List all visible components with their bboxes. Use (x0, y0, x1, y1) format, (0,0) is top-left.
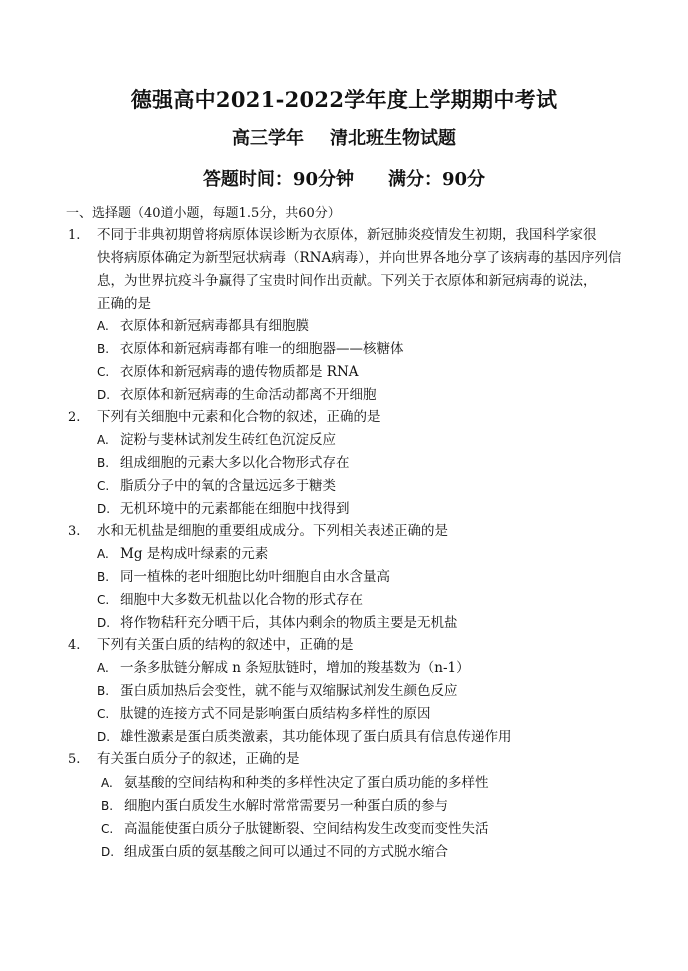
question-stem-line: 下列有关细胞中元素和化合物的叙述，正确的是 (97, 409, 381, 425)
answer-option (97, 474, 336, 494)
question-number: 3. (68, 524, 81, 539)
question-stem-line: 正确的是 (97, 296, 151, 312)
answer-option (97, 542, 268, 562)
option-letter: D. (97, 502, 111, 516)
option-letter: A. (97, 433, 109, 447)
option-letter: A. (97, 661, 109, 675)
option-letter: C. (97, 365, 110, 379)
question-number: 2. (68, 410, 81, 425)
option-letter: D. (97, 616, 111, 630)
question-stem-line: 有关蛋白质分子的叙述，正确的是 (97, 751, 300, 767)
option-text: 衣原体和新冠病毒都具有细胞膜 (120, 318, 309, 334)
answer-option (97, 611, 458, 631)
option-letter: B. (97, 570, 110, 584)
score-label: 满分：90分 (388, 169, 486, 190)
answer-option (101, 817, 489, 837)
answer-option (97, 451, 350, 471)
answer-option (97, 725, 512, 745)
option-letter: B. (97, 684, 110, 698)
answer-option (101, 771, 489, 791)
answer-option (97, 337, 404, 357)
answer-option (97, 565, 390, 585)
exam-subtitle (0, 124, 688, 150)
option-text: 雄性激素是蛋白质类激素，其功能体现了蛋白质具有信息传递作用 (120, 729, 512, 745)
option-text: 同一植株的老叶细胞比幼叶细胞自由水含量高 (120, 569, 390, 585)
question-stem-line: 不同于非典初期曾将病原体误诊断为衣原体，新冠肺炎疫情发生初期，我国科学家很 (97, 227, 597, 243)
question-stem-line: 息，为世界抗疫斗争赢得了宝贵时间作出贡献。下列关于衣原体和新冠病毒的说法， (97, 273, 597, 289)
answer-option (97, 428, 336, 448)
option-text: 高温能使蛋白质分子肽键断裂、空间结构发生改变而变性失活 (124, 821, 489, 837)
option-letter: A. (97, 547, 109, 561)
answer-option (97, 314, 309, 334)
answer-option (97, 360, 359, 380)
question-stem (97, 224, 637, 316)
option-letter: B. (101, 799, 114, 813)
option-letter: D. (97, 388, 111, 402)
question-stem (97, 520, 637, 543)
option-letter: D. (97, 730, 111, 744)
exam-title: 德强高中2021-2022学年度上学期期中考试 (130, 87, 558, 112)
option-text: 一条多肽链分解成 n 条短肽链时，增加的羧基数为（n-1） (120, 660, 470, 676)
answer-option (97, 383, 377, 403)
option-letter: B. (97, 456, 110, 470)
time-label: 答题时间：90分钟 (202, 169, 354, 190)
question-stem-line: 快将病原体确定为新型冠状病毒（RNA病毒），并向世界各地分享了该病毒的基因序列信 (97, 250, 622, 266)
answer-option (97, 497, 350, 517)
option-text: 脂质分子中的氧的含量远远多于糖类 (120, 478, 336, 494)
option-letter: B. (97, 342, 110, 356)
exam-info-line (0, 165, 688, 191)
question-stem (97, 634, 637, 657)
option-text: 细胞内蛋白质发生水解时常常需要另一种蛋白质的参与 (124, 798, 448, 814)
option-letter: C. (101, 822, 114, 836)
question-stem-line: 水和无机盐是细胞的重要组成成分。下列相关表述正确的是 (97, 523, 448, 539)
section-heading: 一、选择题（40道小题，每题1.5分，共60分） (66, 206, 341, 221)
answer-option (101, 840, 448, 860)
option-letter: A. (97, 319, 109, 333)
answer-option (97, 656, 470, 676)
option-text: 衣原体和新冠病毒的遗传物质都是 RNA (120, 364, 359, 380)
option-letter: D. (101, 845, 115, 859)
option-letter: C. (97, 593, 110, 607)
answer-option (101, 794, 448, 814)
question-stem (97, 406, 637, 429)
option-text: Mg 是构成叶绿素的元素 (120, 546, 269, 562)
question-number: 4. (68, 638, 81, 653)
grade-label: 高三学年 (232, 128, 304, 149)
option-letter: A. (101, 776, 113, 790)
option-text: 肽键的连接方式不同是影响蛋白质结构多样性的原因 (120, 706, 431, 722)
option-text: 组成细胞的元素大多以化合物形式存在 (120, 455, 350, 471)
option-text: 蛋白质加热后会变性，就不能与双缩脲试剂发生颜色反应 (120, 683, 458, 699)
question-stem-line: 下列有关蛋白质的结构的叙述中，正确的是 (97, 637, 354, 653)
option-letter: C. (97, 479, 110, 493)
option-text: 衣原体和新冠病毒都有唯一的细胞器——核糖体 (120, 341, 404, 357)
option-text: 淀粉与斐林试剂发生砖红色沉淀反应 (120, 432, 336, 448)
option-letter: C. (97, 707, 110, 721)
answer-option (97, 702, 431, 722)
answer-option (97, 679, 458, 699)
option-text: 将作物秸秆充分晒干后，其体内剩余的物质主要是无机盐 (120, 615, 458, 631)
option-text: 组成蛋白质的氨基酸之间可以通过不同的方式脱水缩合 (124, 844, 448, 860)
question-stem (97, 748, 637, 771)
option-text: 氨基酸的空间结构和种类的多样性决定了蛋白质功能的多样性 (124, 775, 489, 791)
option-text: 衣原体和新冠病毒的生命活动都离不开细胞 (120, 387, 377, 403)
option-text: 细胞中大多数无机盐以化合物的形式存在 (120, 592, 363, 608)
subject-label: 清北班生物试题 (330, 128, 456, 149)
option-text: 无机环境中的元素都能在细胞中找得到 (120, 501, 350, 517)
question-number: 5. (68, 752, 81, 767)
answer-option (97, 588, 363, 608)
question-number: 1. (68, 228, 81, 243)
